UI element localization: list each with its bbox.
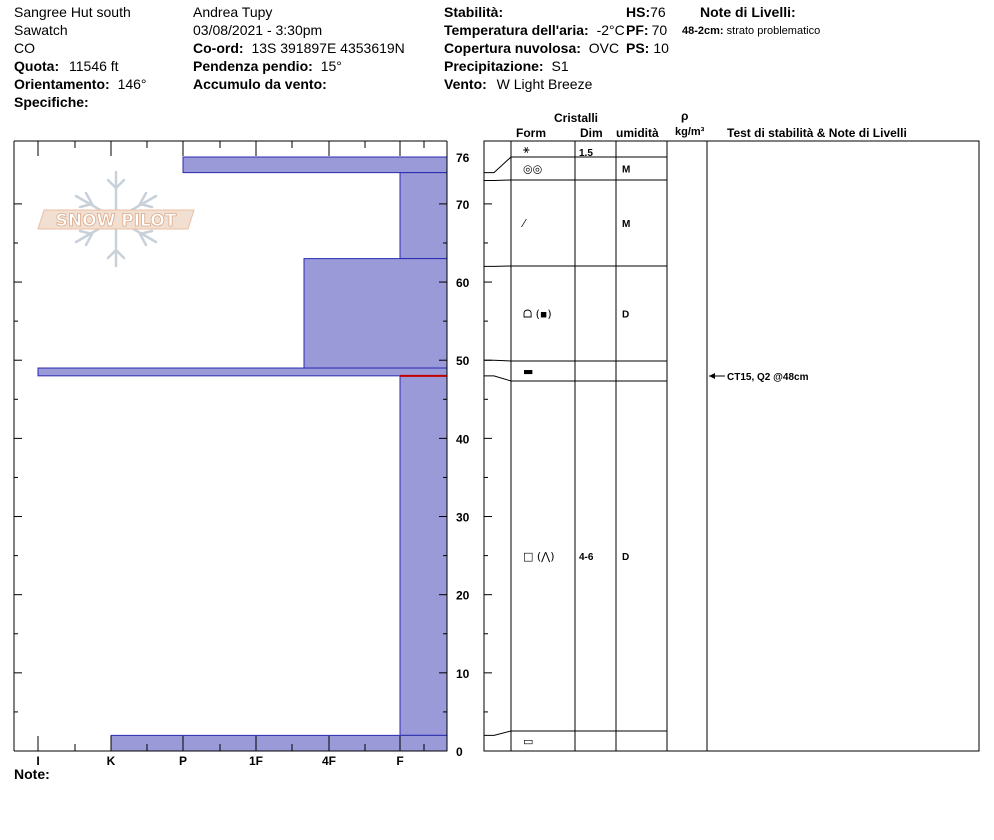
layer-form-0: ⚹ — [523, 143, 530, 156]
depth-tick-label-30: 30 — [456, 510, 470, 525]
slope-value: 15° — [320, 58, 342, 74]
wind-value: W Light Breeze — [496, 76, 593, 92]
depth-tick-label-70: 70 — [456, 197, 470, 212]
aspect-value: 146° — [117, 76, 147, 92]
specifics-label: Specifiche: — [14, 94, 89, 110]
air-temp-value: -2°C — [596, 22, 625, 38]
layer-notes-label: Note di Livelli: — [700, 4, 796, 20]
hardness-bars — [38, 157, 447, 751]
pf-label: PF: — [626, 22, 649, 38]
elevation-value: 11546 ft — [69, 58, 119, 74]
hardness-bar-2 — [304, 259, 447, 368]
layer-note-text: strato problematico — [726, 25, 821, 37]
layer-form-3: ᗝ (▪) — [523, 307, 552, 321]
form-header: Form — [516, 126, 546, 140]
layer-form-6: ▭ — [523, 735, 534, 748]
depth-tick-label-10: 10 — [456, 666, 470, 681]
layer-connector-6 — [484, 731, 511, 735]
layer-size-5: 4-6 — [579, 552, 594, 563]
cloud-cover-label: Copertura nuvolosa: — [444, 40, 581, 56]
precipitation-label: Precipitazione: — [444, 58, 544, 74]
state: CO — [14, 40, 35, 56]
size-header: Dim — [580, 126, 603, 140]
wind-loading-label: Accumulo da vento: — [193, 76, 327, 92]
hardness-tick-label-1F: 1F — [248, 754, 264, 768]
hs-value: 76 — [650, 4, 666, 20]
wind-label: Vento: — [444, 76, 487, 92]
chart-frame — [14, 141, 447, 751]
air-temp-label: Temperatura dell'aria: — [444, 22, 589, 38]
depth-tick-label-20: 20 — [456, 588, 470, 603]
density-unit-header: kg/m³ — [675, 126, 705, 138]
note-label: Note: — [14, 766, 50, 782]
elevation-label: Quota: — [14, 58, 60, 74]
hardness-tick-label-4F: 4F — [321, 754, 337, 768]
ps-label: PS: — [626, 40, 650, 56]
coordinates-value: 13S 391897E 4353619N — [251, 40, 405, 56]
hardness-tick-label-F: F — [396, 754, 404, 768]
hardness-bar-3 — [38, 368, 447, 376]
coordinates-label: Co-ord: — [193, 40, 244, 56]
layer-form-2: ⁄ — [523, 217, 525, 230]
stability-notes-header: Test di stabilità & Note di Livelli — [727, 126, 907, 140]
hardness-tick-label-I: I — [36, 754, 40, 768]
layer-table-frame — [484, 141, 979, 751]
hs-label: HS: — [626, 4, 651, 20]
hardness-tick-label-P: P — [178, 754, 188, 768]
stability-test-label-0: CT15, Q2 @48cm — [727, 372, 809, 383]
hardness-bar-4 — [400, 376, 447, 736]
depth-tick-label-0: 0 — [456, 745, 463, 759]
depth-tick-label-76: 76 — [456, 151, 470, 165]
layer-form-4: ▬ — [523, 365, 534, 378]
hardness-tick-label-K: K — [106, 754, 116, 768]
layer-moisture-2: M — [622, 219, 631, 230]
layer-connector-5 — [484, 376, 511, 381]
layer-note-range: 48-2cm: — [682, 25, 724, 37]
stability-arrow-head-0 — [709, 373, 715, 379]
hardness-bar-5 — [111, 735, 447, 751]
stability-label: Stabilità: — [444, 4, 504, 20]
slope-label: Pendenza pendio: — [193, 58, 313, 74]
layer-moisture-1: M — [622, 164, 631, 176]
cloud-cover-value: OVC — [588, 40, 620, 56]
layer-table — [484, 141, 979, 751]
moisture-header: umidità — [616, 126, 659, 140]
depth-tick-label-40: 40 — [456, 432, 470, 447]
mountain-range: Sawatch — [14, 22, 68, 38]
ps-value: 10 — [653, 40, 669, 56]
layer-moisture-5: D — [622, 552, 630, 563]
layer-size-0: 1.5 — [579, 148, 593, 159]
layer-moisture-3: D — [622, 309, 630, 321]
hardness-bar-0 — [183, 157, 447, 173]
observation-datetime: 03/08/2021 - 3:30pm — [193, 22, 323, 38]
hardness-axis — [36, 141, 424, 768]
depth-tick-label-50: 50 — [456, 354, 470, 369]
crystals-header: Cristalli — [554, 111, 599, 125]
hardness-bar-1 — [400, 173, 447, 259]
aspect-label: Orientamento: — [14, 76, 110, 92]
layer-connector-1 — [484, 157, 511, 173]
layer-form-1: ◎◎ — [523, 162, 543, 176]
layer-connector-4 — [484, 360, 511, 361]
snow-pilot-logo — [38, 172, 194, 266]
observer-name: Andrea Tupy — [193, 4, 273, 20]
depth-tick-label-60: 60 — [456, 276, 470, 291]
rho-header: ρ — [681, 109, 689, 123]
location-name: Sangree Hut south — [14, 4, 131, 20]
pf-value: 70 — [651, 22, 668, 38]
layer-form-5: □ (⋀) — [523, 550, 555, 563]
logo-text: SNOW PILOT — [55, 211, 177, 231]
precipitation-value: S1 — [551, 58, 569, 74]
